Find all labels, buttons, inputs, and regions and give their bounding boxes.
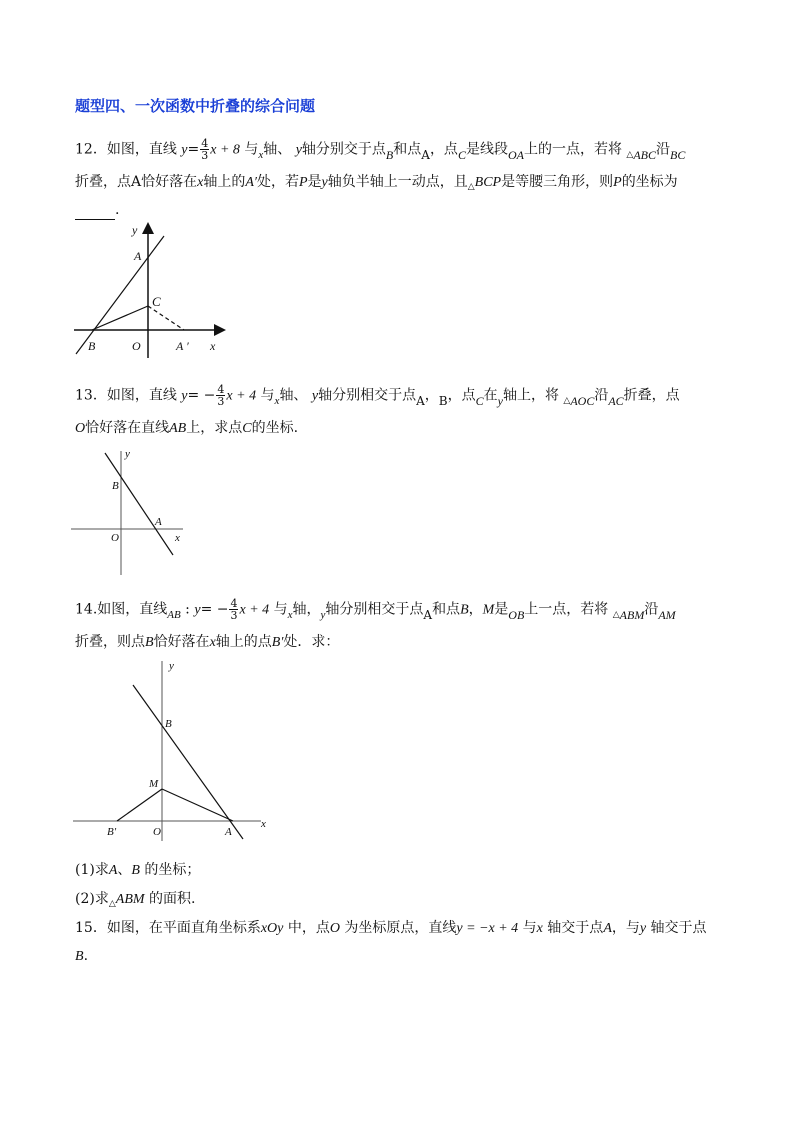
label-b-prime: B′ [107,826,117,838]
label-a: A [134,249,142,263]
q14-figure [65,655,280,845]
q13-figure [65,445,195,580]
segment-b-prime-m [117,789,162,821]
q12-line-2: 折叠，点A恰好落在x轴上的A′处，若P是y轴负半轴上一动点，且$_\triangle$BCP是等腰三角形，则P的坐标为 [75,174,678,192]
label-y: y [125,448,130,460]
label-x: x [210,339,216,353]
q14-line-1: 14.如图，直线$_{AB}$ : y= − $\frac{4}{3}$ x + 4 与$_x$轴，$_y$轴分别相交于点A和点B，M是OB上一点，若将 $_\triangle$ABM沿AM [75,597,676,622]
q12-figure [60,220,240,360]
label-y: y [169,660,174,672]
label-o: O [153,826,161,838]
q15-line-2: B. [75,948,89,964]
section-heading: 题型四、一次函数中折叠的综合问题 [75,97,316,115]
label-a-prime: A ′ [176,339,189,353]
q14-fraction: $\frac{4}{3}$ [230,597,238,622]
q13-line-1: 13．如图，直线 y= − $\frac{4}{3}$ x + 4 与$_x$轴、 y轴分别相交于点A，B，点C在y轴上，将 $_\triangle$AOC沿AC折叠，点 [75,383,680,408]
label-b: B [88,339,96,353]
label-x: x [175,532,180,544]
label-a: A [155,516,162,528]
q13-fraction: $\frac{4}{3}$ [217,383,225,408]
line-ab [76,236,164,354]
triangle-symbol: △ [626,149,634,160]
q12-eq-y: y [181,142,188,158]
label-x: x [261,818,266,830]
q13-line-2: O恰好落在直线AB上，求点C的坐标. [75,420,299,436]
q14-line-2: 折叠，则点B恰好落在x轴上的点B′处．求： [75,634,340,650]
label-c: C [152,294,161,309]
q12-line-1: 12．如图，直线 y= $\frac{4}{3}$ x + 8 与$_x$轴、 y轴分别交于点B和点A，点C是线段OA上的一点，若将 $_\triangle$ABC沿BC [75,137,686,162]
q12-point-a: A [421,147,430,162]
label-b: B [112,480,119,492]
line-ab [133,685,243,839]
label-a: A [225,826,232,838]
segment-bc [92,306,148,330]
label-o: O [111,532,119,544]
segment-ca-prime [148,306,184,330]
q12-fraction: $\frac{4}{3}$ [201,137,209,162]
q12-point-b: B [385,147,394,162]
q12-line-3: . [75,200,119,220]
q15-line-1: 15．如图，在平面直角坐标系xOy 中，点O 为坐标原点，直线y = −x + 4 与x 轴交于点A，与y 轴交于点 [75,920,707,936]
q12-number: 12．如图，直线 [75,141,177,158]
q12-eq-equals: = [187,141,200,158]
segment-ma [162,789,233,821]
label-b: B [165,718,172,730]
label-m: M [149,778,159,790]
label-o: O [132,339,141,353]
q12-eq-tail: x + 8 [210,142,240,158]
q14-subquestion-1: (1)求A、B 的坐标； [75,862,201,878]
q14-subquestion-2: (2)求$_\triangle$ABM 的面积. [75,891,196,909]
answer-blank [75,205,115,220]
label-y: y [132,223,138,237]
